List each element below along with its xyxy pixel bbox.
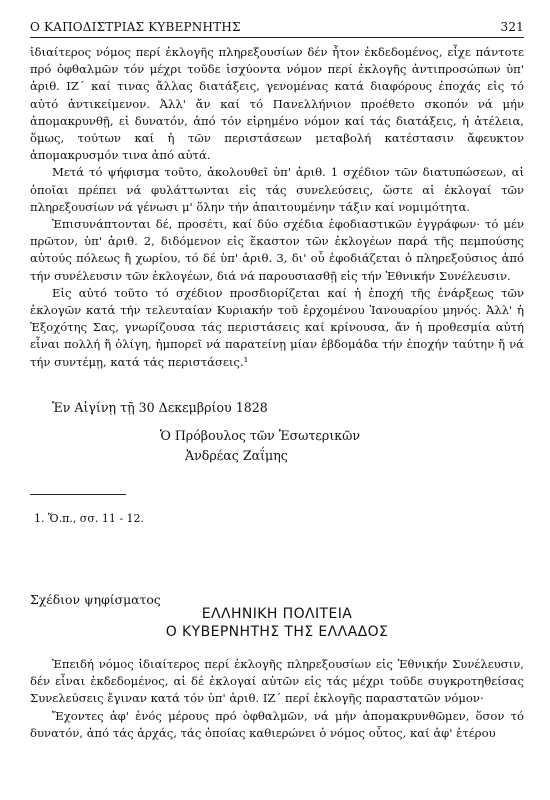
- footnote: 1. Ὅ.π., σσ. 11 - 12.: [34, 512, 145, 525]
- paragraph: Ἔχοντες ἀφ' ἑνός μέρους πρό ὀφθαλμῶν, νά μήν ἀπομακρυνθῶμεν, ὅσον τό δυνατόν, ἀπό τάς ἀρχάς, τάς ὁποίας καθιερώνει ὁ νόμος οὗτος, καί ἀφ' ἑτέρου: [30, 708, 524, 740]
- paragraph: Ἐπισυνάπτονται δέ, προσέτι, καί δύο σχέδια ἐφοδιαστικῶν ἐγγράφων· τό μέν πρῶτον, ὑπ' ἀριθ. 2, διδόμενον εἰς ἕκαστον τῶν ἐκλογέων παρά τῆς πεμπούσης αὐτούς πόλεως ἤ χωρίου, τό δέ ὑπ' ἀριθ. 3, δι' οὗ ἐφοδιάζεται ὁ πληρεξούσιος ἀπό τήν συνέλευσιν τῶν ἐκλογέων, διά νά παρουσιασθῇ εἰς τήν Ἐθνικήν Συνέλευσιν.: [30, 217, 524, 283]
- paragraph: ἰδιαίτερος νόμος περί ἐκλογῆς πληρεξουσίων δέν ἦτον ἐκδεδομένος, εἶχε πάντοτε πρό ὀφθαλμῶν τόν μέχρι τοῦδε ἰσχύοντα νόμον περί ἐκλογῆς ἀντιπροσώπων ὑπ' ἀριθ. ΙΖ΄ καί τινας ἄλλας διατάξεις, γενομένας κατά διαφόρους ἐποχάς εἰς τό αὐτό ἀντικείμενον. Ἀλλ' ἄν καί τό Πανελλήνιον προέθετο σκοπόν νά μήν ἀπομακρυνθῇ, εἰ δυνατόν, ἀπό τόν εἰρημένο νόμον καί τάς διατάξεις, ἡ ἀτέλεια, ὅμως, τούτων καί ἡ τῶν περιστάσεων μεταβολή κατέστασιν ἄφευκτον ἀπομακρυσμόν τινα ἀπό αὐτά.: [30, 45, 524, 163]
- signatory-title: Ὁ Πρόβουλος τῶν Ἐσωτερικῶν: [160, 428, 361, 443]
- decree-label: Σχέδιον ψηφίσματος: [30, 592, 161, 607]
- page-number: 321: [500, 20, 524, 34]
- dateline: Ἐν Αἰγίνῃ τῇ 30 Δεκεμβρίου 1828: [52, 400, 268, 415]
- paragraph: Ἐπειδή νόμος ἰδιαίτερος περί ἐκλογῆς πληρεξουσίων εἰς Ἐθνικήν Συνέλευσιν, δέν εἶναι ἐκδεδομένος, αἱ δέ ἐκλογαί αὐτῶν εἰς τάς μέχρι τοῦδε συγκροτηθείσας Συνελεύσεις ἔγιναν κατά τόν ὑπ' ἀριθ. ΙΖ΄ περί ἐκλογῆς παραστατῶν νόμον·: [30, 657, 524, 706]
- paragraph: Εἰς αὐτό τοῦτο τό σχέδιον προσδιορίζεται καί ἡ ἐποχή τῆς ἐνάρξεως τῶν ἐκλογῶν κατά τήν τελευταίαν Κυριακήν τοῦ ἐρχομένου Ἰανουαρίου μηνός. Ἀλλ' ἡ Ἐξοχότης Σας, γνωρίζουσα τάς περιστάσεις καί κρίνουσα, ἄν ἡ προθεσμία αὐτή εἶναι πολλή ἤ ὀλίγη, ἠμπορεῖ νά παρατείνῃ μίαν ἑβδομάδα τήν ἐποχήν ταύτην ἤ νά τήν συντέμῃ, κατά τάς περιστάσεις.¹: [30, 285, 524, 369]
- report-body: [30, 44, 524, 371]
- paragraph: Μετά τό ψήφισμα τοῦτο, ἀκολουθεῖ ὑπ' ἀριθ. 1 σχέδιον τῶν διατυπώσεων, αἱ ὁποῖαι πρέπει νά φυλάττωνται εἰς τάς συνελεύσεις, ὥστε αἱ ἐκλογαί τῶν πληρεξουσίων νά γένωσι μ' ὅλην τήν ἀπαιτουμένην τάξιν καί νομιμότητα.: [30, 165, 524, 214]
- signatory-name: Ἀνδρέας Ζαΐμης: [185, 448, 288, 463]
- decree-heading-governor: Ο ΚΥΒΕΡΝΗΤΗΣ ΤΗΣ ΕΛΛΑΔΟΣ: [165, 624, 389, 640]
- running-header: [30, 16, 524, 38]
- running-title: Ο ΚΑΠΟΔΙΣΤΡΙΑΣ ΚΥΒΕΡΝΗΤΗΣ: [30, 20, 241, 34]
- footnote-rule: [30, 494, 126, 495]
- decree-body: [30, 656, 524, 742]
- decree-heading-state: ΕΛΛΗΝΙΚΗ ΠΟΛΙΤΕΙΑ: [201, 606, 353, 622]
